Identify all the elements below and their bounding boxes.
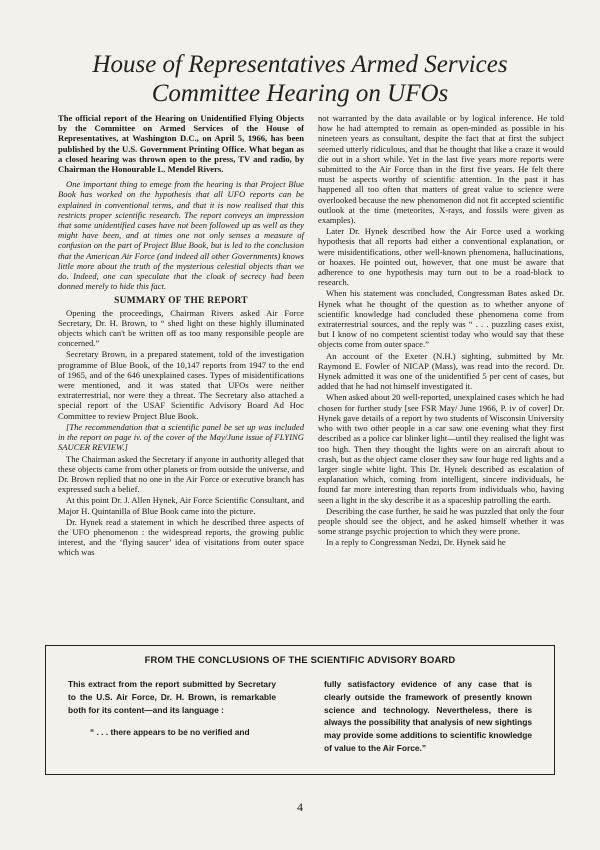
body-paragraph: The Chairman asked the Secretary if anyone in authority alleged that these objects came from other planets or from outside the universe, and Dr. Brown replied that no one in the Air Force or executive branch has expressed such a belief. xyxy=(58,453,304,495)
title-line-1: House of Representatives Armed Services xyxy=(92,51,508,78)
lead-paragraph: The official report of the Hearing on Unidentified Flying Objects by the Committee on Armed Services of the House of Representatives, at Washington D.C., on April 5, 1966, has been published by the U.S. Government Printing Office. What began as a closed hearing was thrown open to the press, TV and radio, by Chairman the Honourable L. Mendel Rivers. xyxy=(58,113,304,175)
body-paragraph: In a reply to Congressman Nedzi, Dr. Hynek said he xyxy=(326,537,506,548)
article-title xyxy=(60,50,540,108)
box-quote-continued: fully satisfactory evidence of any case that is clearly outside the framework of presently known science and technology. Nevertheless, there is always the possibility that analysis of new sightings may provide some additions to scientific knowledge of value to the Air Force.” xyxy=(324,679,532,753)
body-paragraph: not warranted by the data available or by logical inference. He told how he had attempted to remain as open-minded as possible in his nineteen years as consultant, despite the fact that at first the subject seemed utterly ridiculous, and that he thought that like a craze it would die out in a short while. Yet in the last five years more reports were submitted to the Air Force than in the first five years. He felt there must be aspects worthy of scientific attention. In the past it has happened all too often that matters of great value to science were overlooked because the new phenomenon did not fit accepted scientific outlook at the time (meteorites, X-rays, and fossils were given as examples). xyxy=(318,113,564,226)
editor-note: [The recommendation that a scientific panel be set up was included in the report on page iv. of the cover of the May/June issue of FLYING SAUCER REVIEW.] xyxy=(58,421,304,453)
body-paragraph: An account of the Exeter (N.H.) sighting, submitted by Mr. Raymond E. Fowler of NICAP (Mass), was read into the record. Dr. Hynek admitted it was one of the unidentified 5 per cent of cases, but added that he had not himself investigated it. xyxy=(318,350,564,392)
box-right-column xyxy=(324,678,532,755)
section-heading: SUMMARY OF THE REPORT xyxy=(114,296,248,307)
body-paragraph: At this point Dr. J. Allen Hynek, Air Force Scientific Consultant, and Major H. Quintanilla of Blue Book came into the picture. xyxy=(58,495,304,516)
left-column xyxy=(58,113,304,559)
body-paragraph: When asked about 20 well-reported, unexplained cases which he had chosen for further study [see FSR May/ June 1966, P. iv of cover] Dr. Hynek gave details of a report by two students of Wisconsin University who with two other people in a car saw one evening what they first described as a police car blinker light—until they realised the light was too high. Then they thought the lights were on an aircraft about to crash, but as the object came closer they saw four huge red lights and a larger single white light. This Dr. Hynek described as escalation of explanation which, coming from intelligent, sincere individuals, he found far more interesting than reports from individuals who, having seen a light in the sky describe it as a spaceship patrolling the earth. xyxy=(318,392,564,505)
title-line-2: Committee Hearing on UFOs xyxy=(151,80,449,107)
intro-paragraph: One important thing to emege from the hearing is that Project Blue Book has worked on the hypothesis that all UFO reports can be explained in conventional terms, and that it is now realised that this restricts proper scientific research. The report conveys an impression that some unidentified cases have not been followed up as well as they might have been, and at times one not only senses a measure of confusion on the part of Project Blue Book, but is led to the conclusion that the American Air Force (and indeed all other Governments) knows little more about the truth of the mysterious celestial objects than we do. Indeed, one can speculate that the cloak of secrecy had been donned merely to hide this fact. xyxy=(58,179,304,292)
right-column xyxy=(318,113,564,549)
box-title: FROM THE CONCLUSIONS OF THE SCIENTIFIC ADVISORY BOARD xyxy=(144,654,456,665)
page-number: 4 xyxy=(297,800,303,814)
conclusions-box xyxy=(45,645,555,775)
box-left-column xyxy=(68,678,276,739)
box-intro: This extract from the report submitted by Secretary to the U.S. Air Force, Dr. H. Brown, is remarkable both for its content—and its language : xyxy=(68,679,276,715)
body-paragraph: Dr. Hynek read a statement in which he described three aspects of the UFO phenomenon : the widespread reports, the growing public interest, and the ‘flying saucer’ idea of visitations from outer space which was xyxy=(58,516,304,558)
body-paragraph: Secretary Brown, in a prepared statement, told of the investigation programme of Blue Book, of the 10,147 reports from 1947 to the end of 1965, and of the 646 unexplained cases. Types of misidentifications were mentioned, and it was stated that UFOs were neither extraterrestrial, nor were they a threat. The Secretary also attached a special report of the USAF Scientific Advisory Board Ad Hoc Committee to review Project Blue Book. xyxy=(58,349,304,421)
body-paragraph: Describing the case further, he said he was puzzled that only the four people should see the object, and he asked himself whether it was some strange psychic projection to which they were prone. xyxy=(318,505,564,537)
box-quote-start: “ . . . there appears to be no verified and xyxy=(90,727,250,738)
body-paragraph: Later Dr. Hynek described how the Air Force used a working hypothesis that all reports had either a conventional explanation, or were misidentifications, other well-known phenomena, hallucinations, or hoaxes. He pointed out, however, that one must be aware that adherence to one hypothesis may turn out to be a road-block to research. xyxy=(318,226,564,288)
body-paragraph: Opening the proceedings, Chairman Rivers asked Air Force Secretary, Dr. H. Brown, to “ shed light on these highly illuminated objects which can't be written off as too many responsible people are concerned.” xyxy=(58,307,304,349)
body-paragraph: When his statement was concluded, Congressman Bates asked Dr. Hynek what he thought of the question as to whether anyone of scientific knowledge had concluded these phenomena come from extraterrestrial sources, and the reply was “ . . . puzzling cases exist, but I know of no competent scientist today who would say that these objects come from outer space.” xyxy=(318,288,564,350)
